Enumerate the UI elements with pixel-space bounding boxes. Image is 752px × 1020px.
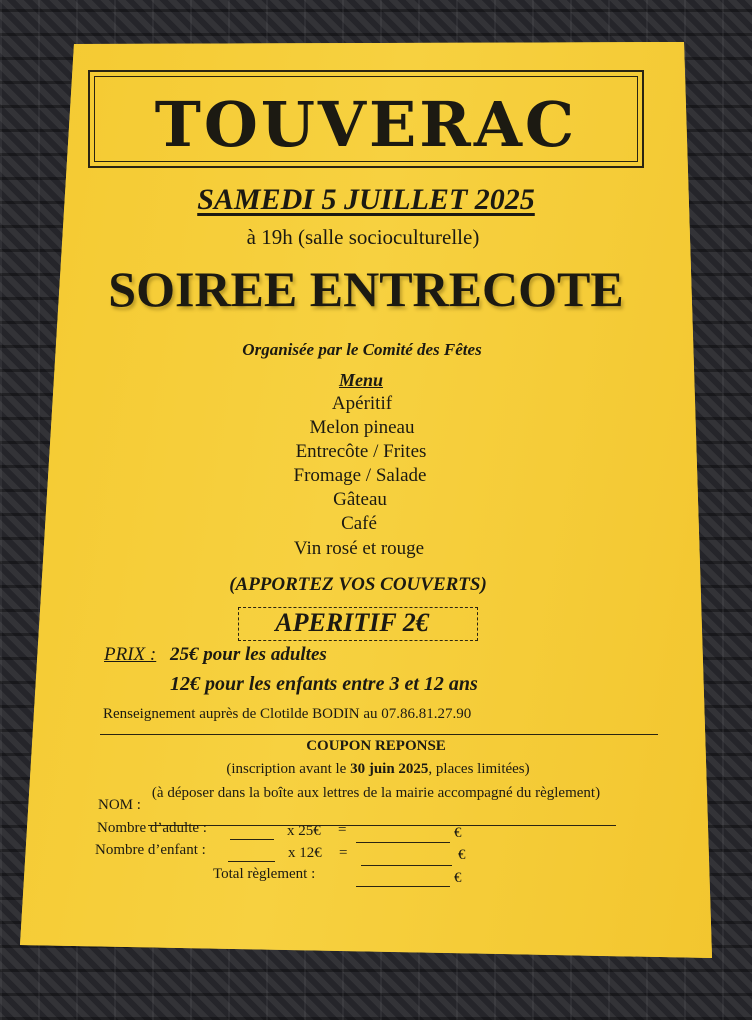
event-name: SOIREE ENTRECOTE — [108, 261, 624, 317]
event-date: SAMEDI 5 JUILLET 2025 — [197, 183, 535, 216]
menu-item: Café — [341, 513, 377, 534]
menu-item: Entrecôte / Frites — [295, 441, 427, 462]
adult-count-label: Nombre d’adulte : — [97, 820, 207, 836]
contact-info: Renseignement auprès de Clotilde BODIN au 07.86.81.27.90 — [103, 706, 472, 722]
euro-sign: € — [458, 847, 466, 863]
total-field[interactable] — [356, 886, 450, 887]
organizer: Organisée par le Comité des Fêtes — [242, 340, 482, 359]
coupon-instructions: (à déposer dans la boîte aux lettres de la mairie accompagné du règlement) — [151, 785, 601, 801]
name-field[interactable] — [148, 825, 616, 826]
deadline-date: 30 juin 2025 — [350, 761, 429, 777]
price-child: 12€ pour les enfants entre 3 et 12 ans — [170, 673, 478, 695]
adult-total-field[interactable] — [356, 842, 450, 843]
menu-item: Apéritif — [331, 393, 393, 414]
child-multiplier: x 12€ — [288, 845, 322, 861]
deadline-text: (inscription avant le — [226, 761, 351, 777]
total-label: Total règlement : — [213, 866, 316, 882]
cut-line — [100, 734, 658, 735]
coupon-title: COUPON REPONSE — [306, 738, 446, 754]
name-label: NOM : — [98, 797, 141, 813]
event-time-place: à 19h (salle socioculturelle) — [246, 225, 480, 249]
euro-sign: € — [454, 825, 462, 841]
deadline-text: , places limitées) — [428, 761, 530, 777]
child-total-field[interactable] — [361, 865, 452, 866]
town-title: TOUVERAC — [154, 88, 578, 161]
menu-item: Vin rosé et rouge — [293, 538, 425, 559]
menu-item: Fromage / Salade — [293, 465, 427, 486]
adult-multiplier: x 25€ — [287, 823, 321, 839]
coupon-deadline — [226, 761, 529, 778]
price-label: PRIX : — [104, 644, 157, 665]
euro-sign: € — [454, 870, 462, 886]
equals-sign: = — [338, 822, 347, 838]
adult-count-field[interactable] — [230, 839, 274, 840]
menu-title: Menu — [338, 370, 384, 390]
child-count-field[interactable] — [228, 861, 275, 862]
bring-cutlery-note: (APPORTEZ VOS COUVERTS) — [229, 574, 487, 595]
equals-sign: = — [339, 845, 348, 861]
menu-item: Melon pineau — [309, 417, 415, 438]
aperitif-price: APERITIF 2€ — [275, 608, 429, 637]
child-count-label: Nombre d’enfant : — [95, 842, 206, 858]
price-adult: 25€ pour les adultes — [170, 644, 327, 665]
menu-item: Gâteau — [333, 489, 387, 510]
